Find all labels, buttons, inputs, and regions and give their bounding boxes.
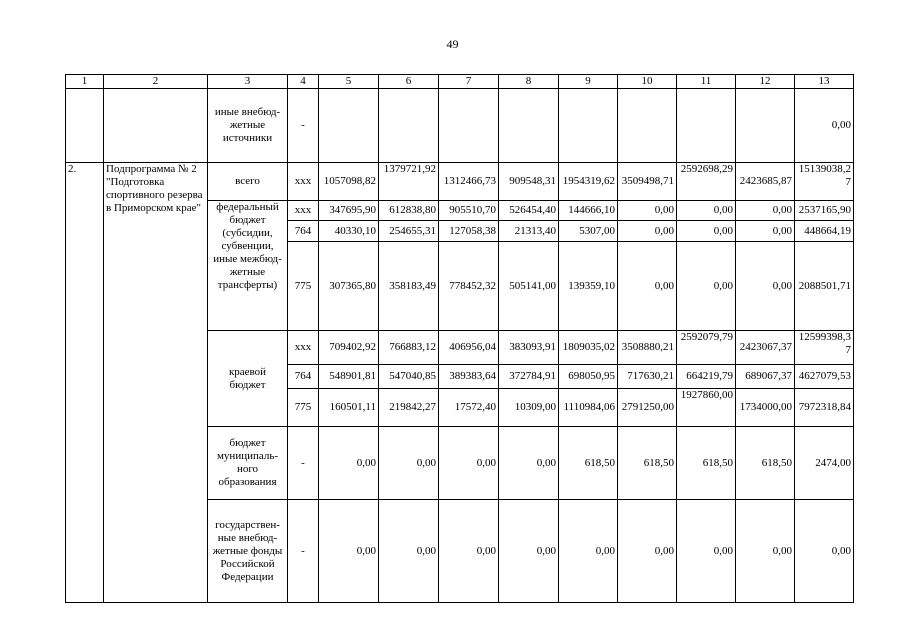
value-cell: 219842,27	[379, 389, 439, 427]
value-cell: 406956,04	[439, 331, 499, 365]
header-cell: 6	[379, 75, 439, 89]
value-cell: 698050,95	[559, 365, 618, 389]
value-cell: 548901,81	[319, 365, 379, 389]
value-cell: 1734000,00	[736, 389, 795, 427]
value-cell: 618,50	[736, 427, 795, 500]
value-cell: 2537165,90	[795, 201, 854, 221]
value-cell: 717630,21	[618, 365, 677, 389]
table-row	[66, 163, 854, 201]
value-cell: 618,50	[618, 427, 677, 500]
value-cell: 0,00	[439, 427, 499, 500]
value-cell: 2423685,87	[736, 163, 795, 201]
value-cell: 2791250,00	[618, 389, 677, 427]
header-cell: 8	[499, 75, 559, 89]
page-number: 49	[446, 37, 459, 51]
source-code: -	[288, 500, 319, 603]
value-cell: 0,00	[736, 221, 795, 242]
value-cell: 905510,70	[439, 201, 499, 221]
header-cell: 2	[104, 75, 208, 89]
value-cell: 0,00	[499, 500, 559, 603]
value-cell: 254655,31	[379, 221, 439, 242]
value-cell: 10309,00	[499, 389, 559, 427]
value-cell: 0,00	[618, 500, 677, 603]
header-cell: 13	[795, 75, 854, 89]
program-number: 2.	[66, 163, 104, 603]
value-cell: 0,00	[439, 500, 499, 603]
value-cell: 17572,40	[439, 389, 499, 427]
value-cell: 15139038,27	[795, 163, 854, 201]
value-cell: 307365,80	[319, 242, 379, 331]
value-cell: 0,00	[319, 427, 379, 500]
value-cell: 0,00	[677, 201, 736, 221]
program-name: Подпрограмма № 2 "Подготовка спортивного резерва в Приморском крае"	[104, 163, 208, 603]
source-code: 764	[288, 221, 319, 242]
source-code: ххх	[288, 331, 319, 365]
value-cell: 0,00	[736, 242, 795, 331]
value-cell: 1809035,02	[559, 331, 618, 365]
header-cell: 5	[319, 75, 379, 89]
value-cell: 612838,80	[379, 201, 439, 221]
value-cell: 4627079,53	[795, 365, 854, 389]
source-label: государствен-ные внебюд-жетные фонды Российской Федерации	[208, 500, 288, 603]
header-cell: 7	[439, 75, 499, 89]
value-cell: 2592079,79	[677, 331, 736, 365]
value-cell: 1057098,82	[319, 163, 379, 201]
value-cell: 1312466,73	[439, 163, 499, 201]
value-cell: 358183,49	[379, 242, 439, 331]
value-cell: 448664,19	[795, 221, 854, 242]
value-cell: 709402,92	[319, 331, 379, 365]
value-cell: 144666,10	[559, 201, 618, 221]
value-cell: 12599398,37	[795, 331, 854, 365]
value-cell: 372784,91	[499, 365, 559, 389]
value-cell: 0,00	[736, 201, 795, 221]
value-cell: 618,50	[559, 427, 618, 500]
value-cell: 0,00	[559, 500, 618, 603]
source-label: иные внебюд-жетные источники	[208, 89, 288, 163]
value-cell: 389383,64	[439, 365, 499, 389]
source-code: -	[288, 427, 319, 500]
value-cell: 3509498,71	[618, 163, 677, 201]
value-cell: 347695,90	[319, 201, 379, 221]
value-cell: 2423067,37	[736, 331, 795, 365]
source-code: 775	[288, 242, 319, 331]
value-cell: 1379721,92	[379, 163, 439, 201]
value-cell: 139359,10	[559, 242, 618, 331]
value-cell: 526454,40	[499, 201, 559, 221]
header-cell: 11	[677, 75, 736, 89]
value-cell: 505141,00	[499, 242, 559, 331]
value-cell: 618,50	[677, 427, 736, 500]
header-cell: 3	[208, 75, 288, 89]
source-code: 764	[288, 365, 319, 389]
value-cell: 0,00	[618, 242, 677, 331]
total-value: 0,00	[795, 89, 854, 163]
value-cell: 2474,00	[795, 427, 854, 500]
value-cell: 21313,40	[499, 221, 559, 242]
value-cell: 909548,31	[499, 163, 559, 201]
other-sources-row	[66, 89, 854, 163]
header-cell: 9	[559, 75, 618, 89]
value-cell: 689067,37	[736, 365, 795, 389]
source-code: ххх	[288, 201, 319, 221]
value-cell: 0,00	[677, 221, 736, 242]
value-cell: 2088501,71	[795, 242, 854, 331]
value-cell: 383093,91	[499, 331, 559, 365]
value-cell: 664219,79	[677, 365, 736, 389]
value-cell: 40330,10	[319, 221, 379, 242]
source-code: -	[288, 89, 319, 163]
header-cell: 4	[288, 75, 319, 89]
source-label: бюджет муниципаль-ного образования	[208, 427, 288, 500]
value-cell: 0,00	[379, 500, 439, 603]
value-cell: 778452,32	[439, 242, 499, 331]
value-cell: 5307,00	[559, 221, 618, 242]
source-label: федеральный бюджет (субсидии, субвенции, иные межбюд-жетные трансферты)	[208, 201, 288, 331]
source-code: 775	[288, 389, 319, 427]
value-cell: 160501,11	[319, 389, 379, 427]
value-cell: 0,00	[319, 500, 379, 603]
value-cell: 3508880,21	[618, 331, 677, 365]
value-cell: 0,00	[795, 500, 854, 603]
budget-table	[65, 74, 854, 603]
source-code: ххх	[288, 163, 319, 201]
header-cell: 12	[736, 75, 795, 89]
value-cell: 7972318,84	[795, 389, 854, 427]
header-row	[66, 75, 854, 89]
value-cell: 0,00	[677, 242, 736, 331]
value-cell: 1110984,06	[559, 389, 618, 427]
header-cell: 10	[618, 75, 677, 89]
source-label: краевой бюджет	[208, 331, 288, 427]
value-cell: 1927860,00	[677, 389, 736, 427]
value-cell: 0,00	[618, 221, 677, 242]
header-cell: 1	[66, 75, 104, 89]
value-cell: 547040,85	[379, 365, 439, 389]
value-cell: 766883,12	[379, 331, 439, 365]
value-cell: 2592698,29	[677, 163, 736, 201]
value-cell: 1954319,62	[559, 163, 618, 201]
value-cell: 0,00	[379, 427, 439, 500]
value-cell: 0,00	[499, 427, 559, 500]
source-label: всего	[208, 163, 288, 201]
value-cell: 127058,38	[439, 221, 499, 242]
value-cell: 0,00	[677, 500, 736, 603]
value-cell: 0,00	[736, 500, 795, 603]
value-cell: 0,00	[618, 201, 677, 221]
